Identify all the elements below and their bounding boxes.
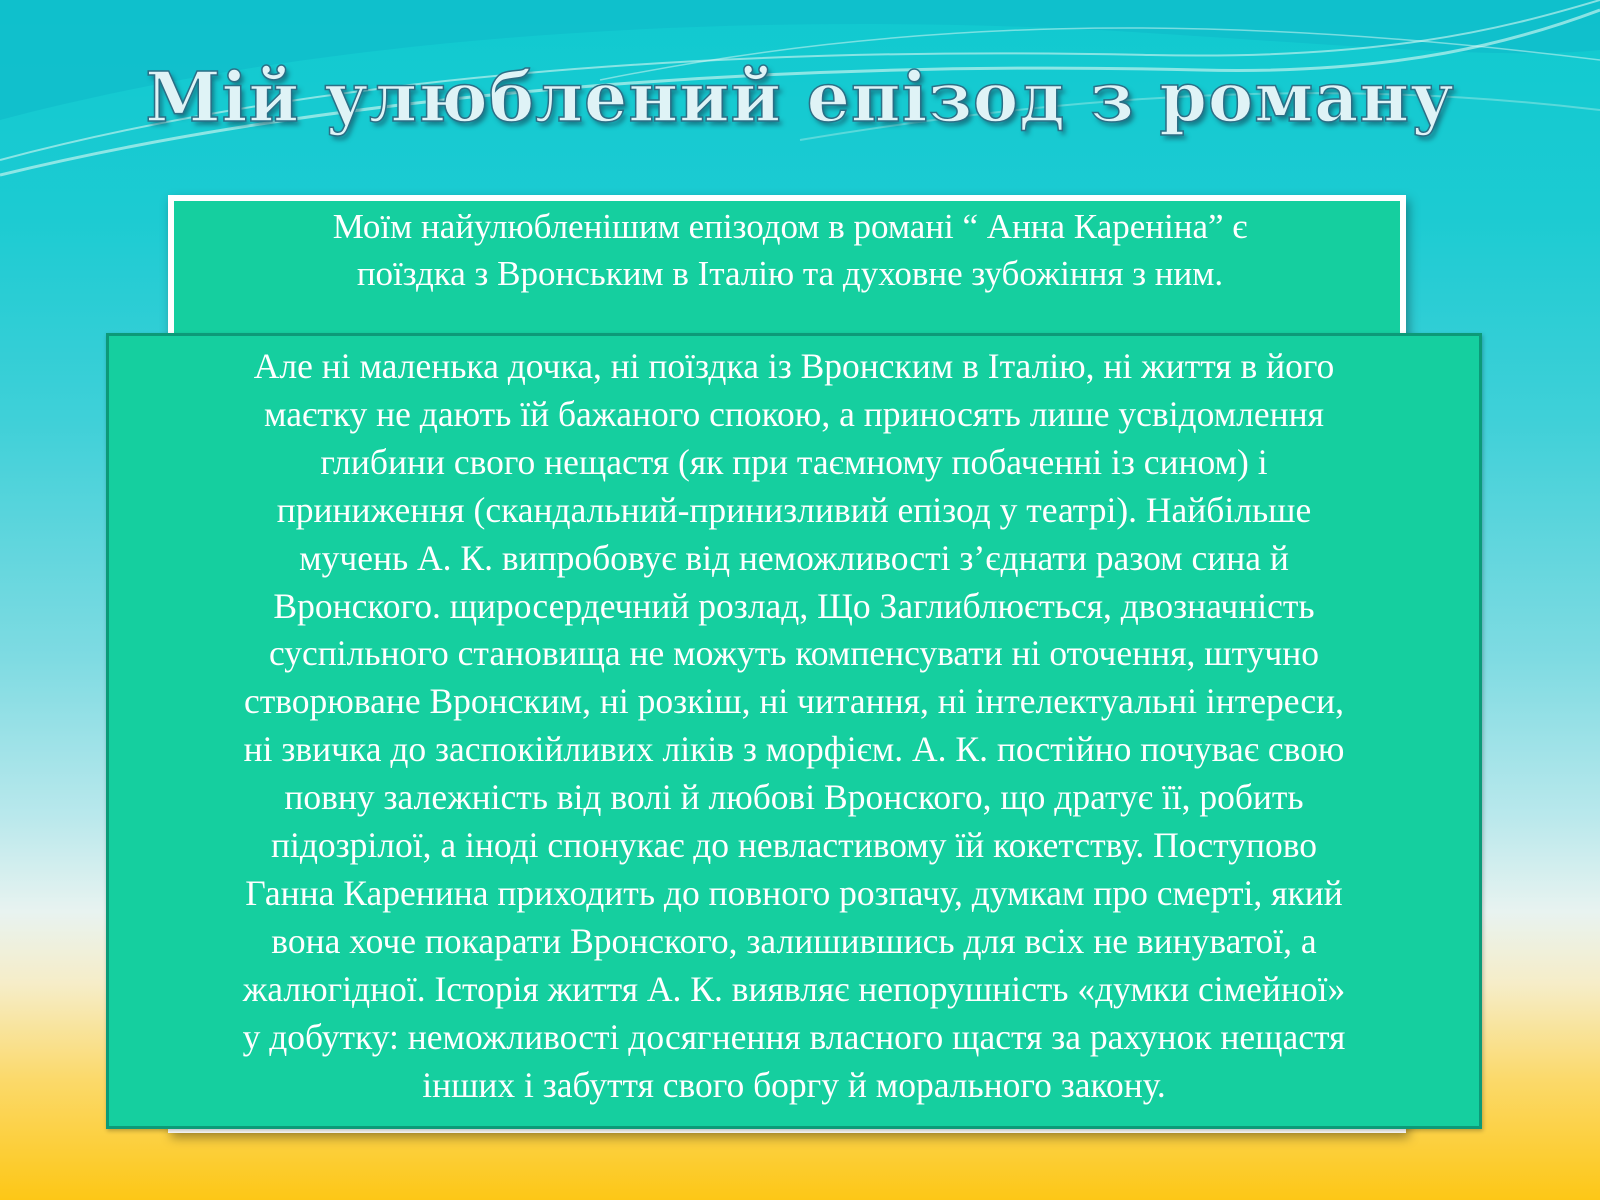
intro-text [190,203,1390,297]
body-line: маєтку не дають їй бажаного спокою, а приносять лише усвідомлення [264,393,1324,434]
body-line: у добутку: неможливості досягнення власного щастя за рахунок нещастя [242,1016,1346,1057]
body-line: мучень А. К. випробовує від неможливості з’єднати разом сина й [299,537,1289,578]
body-line: інших і забуття свого боргу й морального закону. [422,1064,1166,1105]
body-line: Ганна Каренина приходить до повного розпачу, думкам про смерті, який [245,872,1343,913]
body-line: вона хоче покарати Вронского, залишившись для всіх не винуватої, а [271,920,1317,961]
body-line: повну залежність від волі й любові Вронского, що дратує її, робить [284,777,1304,818]
body-line: жалюгідної. Історія життя А. К. виявляє непорушність «думки сімейної» [242,968,1346,1009]
intro-line: поїздка з Вронським в Італію та духовне зубожіння з ним. [356,254,1224,293]
body-line: суспільного становища не можуть компенсувати ні оточення, штучно [269,633,1319,674]
body-line: приниження (скандальний-принизливий епізод у театрі). Найбільше [276,489,1312,530]
body-line: Але ні маленька дочка, ні поїздка із Вронским в Італію, ні життя в його [253,346,1335,386]
body-text [124,343,1464,1110]
slide-title: Мій улюблений епізод з роману [145,58,1455,138]
body-line: глибини свого нещастя (як при таємному побаченні із сином) і [320,441,1268,482]
body-line: ні звичка до заспокійливих ліків з морфієм. А. К. постійно почуває свою [243,729,1345,770]
body-line: підозрілої, а іноді спонукає до невластивому їй кокетству. Поступово [270,825,1317,866]
body-line: Вронского. щиросердечний розлад, Що Заглиблюється, двозначність [273,585,1315,626]
intro-line: Моїм найулюбленішим епізодом в романі “ Анна Кареніна” є [332,207,1248,246]
body-line: створюване Вронским, ні розкіш, ні читання, ні інтелектуальні інтереси, [243,681,1344,722]
